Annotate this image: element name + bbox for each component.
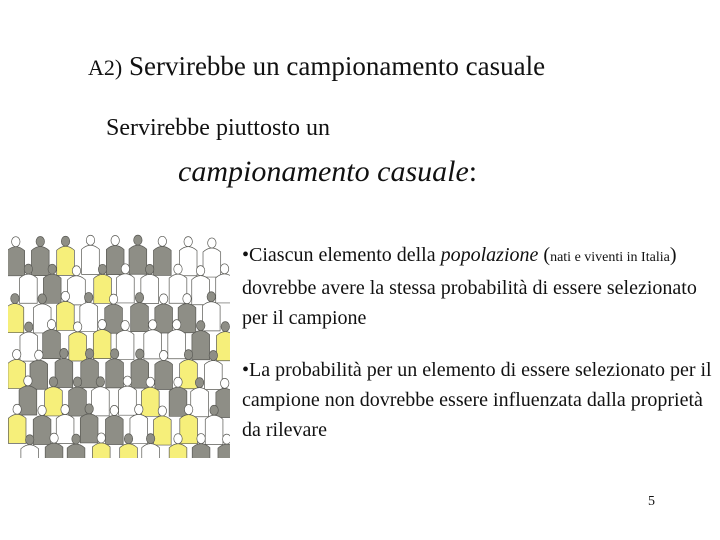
title-prefix: A2) bbox=[88, 55, 123, 80]
bullet-marker: • bbox=[242, 244, 250, 266]
crowd-person-icon bbox=[57, 236, 75, 275]
bullet-1-part1: Ciascun elemento della bbox=[249, 244, 441, 266]
bullet-point-1 bbox=[242, 240, 714, 333]
crowd-person-icon bbox=[129, 235, 147, 274]
bullet-2-text: La probabilità per un elemento di essere selezionato per il campione non dovrebbe essere influenzata dalla proprietà da rilevare bbox=[242, 359, 712, 441]
crowd-illustration-icon bbox=[8, 233, 230, 458]
emphasis-term: campionamento casuale bbox=[178, 155, 469, 188]
intro-text: Servirebbe piuttosto un bbox=[106, 115, 330, 141]
emphasis-heading bbox=[178, 150, 477, 194]
bullet-1-part3: ) dovrebbe avere la stessa probabilità di essere selezionato per il campione bbox=[242, 244, 697, 329]
slide-title bbox=[88, 46, 688, 88]
crowd-person-icon bbox=[203, 238, 221, 277]
bullet-1-part2: ( bbox=[538, 244, 551, 266]
page-number: 5 bbox=[648, 494, 655, 509]
bullet-1-small-note: nati e viventi in Italia bbox=[550, 250, 670, 265]
crowd-person-icon bbox=[153, 236, 171, 275]
crowd-person-icon bbox=[31, 237, 49, 276]
title-text: Servirebbe un campionamento casuale bbox=[128, 51, 546, 81]
bullet-point-2 bbox=[242, 355, 714, 445]
bullet-1-italic-term: popolazione bbox=[440, 244, 539, 266]
crowd-person-icon bbox=[82, 235, 100, 274]
bullet-marker: • bbox=[242, 359, 250, 381]
crowd-person-icon bbox=[8, 237, 25, 276]
emphasis-colon: : bbox=[468, 155, 478, 188]
